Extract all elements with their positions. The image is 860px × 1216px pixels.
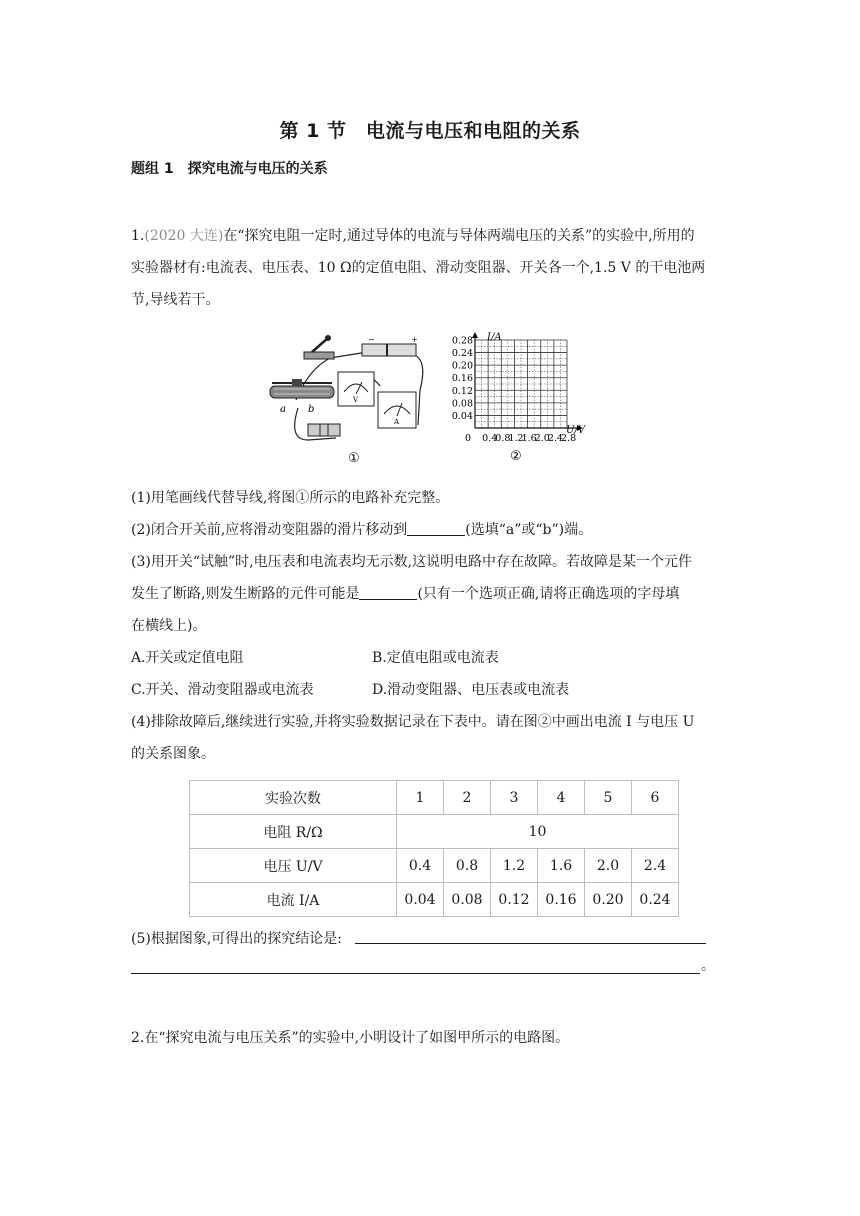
table-header-cell: 电压 U/V (190, 849, 397, 883)
q1-s1: (1)用笔画线代替导线,将图①所示的电路补充完整。 (131, 490, 450, 506)
table-cell: 0.04 (397, 883, 444, 917)
table-header-cell: 电流 I/A (190, 883, 397, 917)
q1-s4-line2: 的关系图象。 (131, 746, 215, 762)
data-table (189, 780, 679, 917)
svg-text:−: − (368, 335, 375, 344)
x-tick-label: 1.2 (508, 433, 524, 444)
s2-answer-blank[interactable] (407, 521, 465, 536)
s3-answer-blank[interactable] (359, 585, 417, 600)
table-cell: 2.4 (632, 849, 679, 883)
q1-intro-line3: 节,导线若干。 (131, 292, 220, 308)
voltmeter-label: V (353, 396, 359, 404)
terminal-b-label: b (308, 404, 315, 415)
y-tick-label: 0.24 (451, 348, 473, 360)
x-tick-label: 2.0 (534, 433, 550, 444)
group-heading: 题组 1 探究电流与电压的关系 (131, 161, 328, 177)
table-header-cell: 电阻 R/Ω (190, 815, 397, 849)
option-c: C.开关、滑动变阻器或电流表 (131, 682, 314, 698)
x-tick-label: 2.4 (547, 433, 563, 444)
table-row (190, 781, 679, 815)
x-tick-label: 0 (465, 433, 472, 444)
x-tick-label: 2.8 (561, 433, 577, 444)
q1-intro-line1: 在“探究电阻一定时,通过导体的电流与导体两端电压的关系”的实验中,所用的 (223, 228, 695, 244)
y-tick-labels (452, 336, 473, 422)
iu-graph (440, 328, 590, 470)
s5-period: 。 (701, 958, 715, 974)
table-header-cell: 实验次数 (190, 781, 397, 815)
s5-answer-line2[interactable] (131, 973, 700, 974)
x-tick-labels (465, 433, 576, 444)
fig2-caption: ② (510, 449, 522, 464)
terminal-a-label: a (280, 404, 286, 415)
q1-s5: (5)根据图象,可得出的探究结论是: (131, 931, 342, 947)
y-tick-label: 0.16 (451, 373, 473, 385)
table-row (190, 883, 679, 917)
x-tick-label: 0.8 (495, 433, 511, 444)
q1-number: 1. (131, 228, 145, 244)
y-tick-label: 0.20 (451, 360, 473, 372)
table-row (190, 815, 679, 849)
table-cell: 0.24 (632, 883, 679, 917)
q1-s3-line2: 发生了断路,则发生断路的元件可能是 (只有一个选项正确,请将正确选项的字母填 (131, 586, 680, 602)
x-axis-label: U/V (566, 425, 586, 436)
q2-intro: 2.在“探究电流与电压关系”的实验中,小明设计了如图甲所示的电路图。 (131, 1030, 570, 1046)
y-axis-label: I/A (487, 332, 502, 343)
q1-intro (131, 220, 731, 316)
ammeter-label: A (394, 418, 400, 426)
y-tick-label: 0.04 (451, 410, 473, 422)
table-cell: 10 (397, 815, 679, 849)
table-cell: 2.0 (585, 849, 632, 883)
table-cell: 1.2 (491, 849, 538, 883)
q1-s3-line3: 在横线上)。 (131, 618, 207, 634)
battery-icon (362, 335, 418, 356)
table-cell: 1.6 (538, 849, 585, 883)
x-tick-label: 0.4 (482, 433, 498, 444)
table-cell: 5 (585, 781, 632, 815)
table-row (190, 849, 679, 883)
svg-text:+: + (411, 335, 418, 344)
switch-icon (304, 335, 334, 359)
graph-grid (475, 340, 567, 428)
table-cell: 0.8 (444, 849, 491, 883)
table-cell: 3 (491, 781, 538, 815)
q1-subquestions (131, 482, 731, 770)
option-b: B.定值电阻或电流表 (372, 650, 499, 666)
y-tick-label: 0.28 (451, 335, 473, 347)
resistor-icon (308, 424, 340, 436)
option-d: D.滑动变阻器、电压表或电流表 (372, 682, 570, 698)
y-tick-label: 0.12 (451, 385, 473, 397)
q1-s4-line1: (4)排除故障后,继续进行实验,并将实验数据记录在下表中。请在图②中画出电流 I 与电压 U (131, 714, 695, 730)
q1-source: (2020 大连) (144, 228, 224, 244)
x-tick-label: 1.6 (521, 433, 537, 444)
table-cell: 0.4 (397, 849, 444, 883)
option-a: A.开关或定值电阻 (131, 650, 244, 666)
circuit-figure (268, 330, 438, 470)
y-tick-label: 0.08 (451, 398, 473, 410)
table-cell: 2 (444, 781, 491, 815)
q1-intro-line2: 实验器材有:电流表、电压表、10 Ω的定值电阻、滑动变阻器、开关各一个,1.5 V 的干电池两 (131, 260, 706, 276)
table-cell: 4 (538, 781, 585, 815)
table-cell: 0.08 (444, 883, 491, 917)
table-cell: 0.16 (538, 883, 585, 917)
page-title: 第 1 节 电流与电压和电阻的关系 (279, 120, 581, 142)
voltmeter-icon (338, 372, 374, 406)
fig1-caption: ① (348, 451, 360, 466)
q1-s2: (2)闭合开关前,应将滑动变阻器的滑片移动到 (选填“a”或“b”)端。 (131, 522, 593, 538)
rheostat-icon (270, 379, 334, 398)
table-cell: 1 (397, 781, 444, 815)
s5-answer-line1[interactable] (355, 943, 706, 944)
table-cell: 0.12 (491, 883, 538, 917)
ammeter-icon (378, 392, 416, 428)
q1-s3-line1: (3)用开关“试触”时,电压表和电流表均无示数,这说明电路中存在故障。若故障是某一个元件 (131, 554, 693, 570)
table-cell: 0.20 (585, 883, 632, 917)
table-cell: 6 (632, 781, 679, 815)
